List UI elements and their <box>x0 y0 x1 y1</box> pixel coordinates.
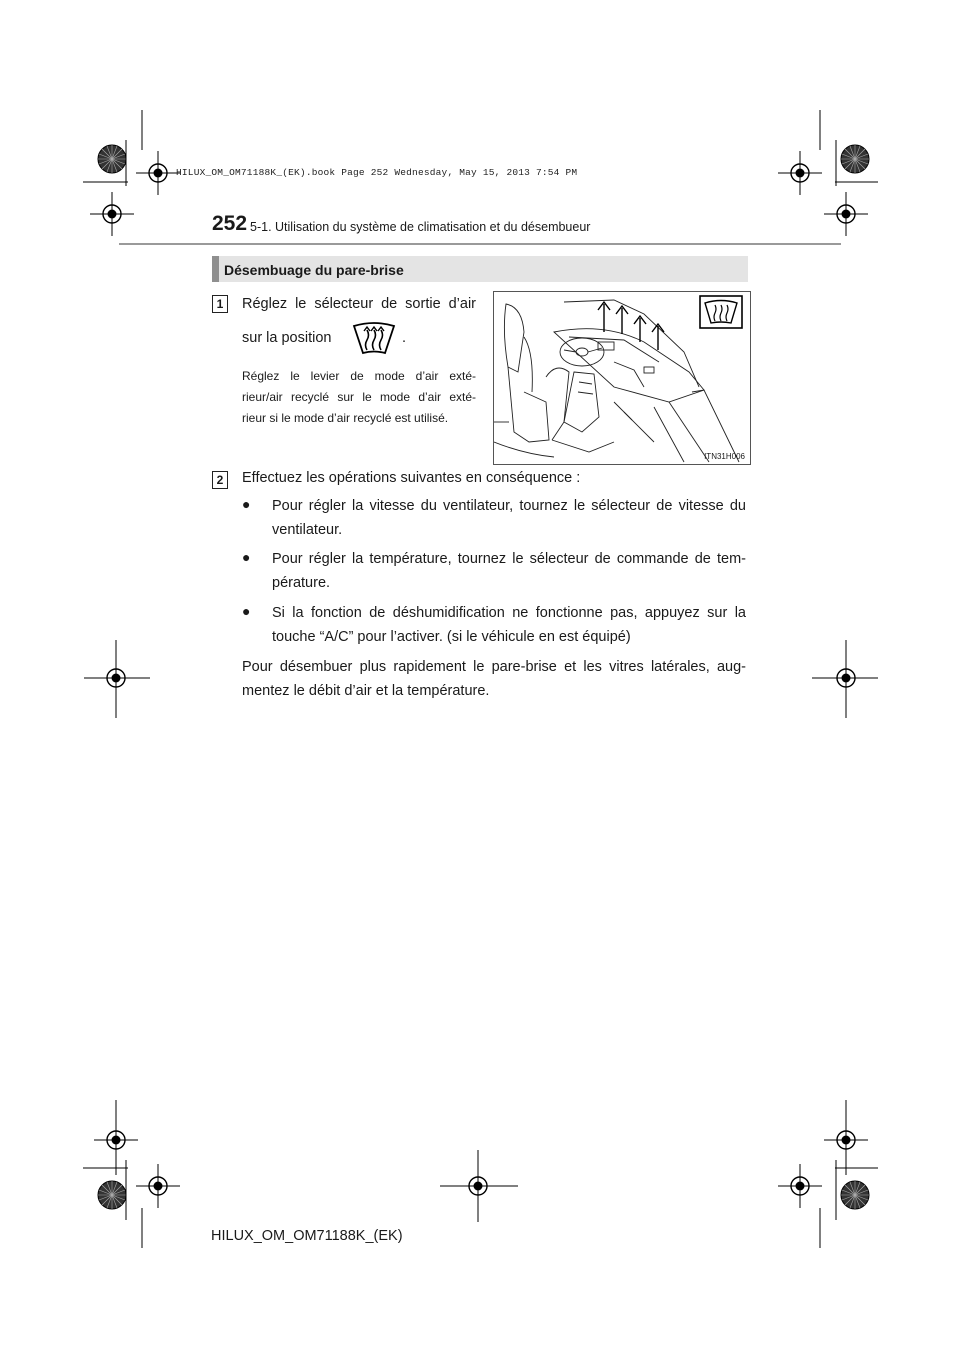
section-title: Désembuage du pare-brise <box>224 262 404 278</box>
footer-code: HILUX_OM_OM71188K_(EK) <box>211 1228 403 1244</box>
step1-note-line-2: rieur/air recyclé sur le mode d’air exté- <box>242 390 476 404</box>
bullet-icon: ● <box>242 496 251 512</box>
page-number: 252 <box>212 212 248 235</box>
step1-line2-before: sur la position <box>242 330 332 346</box>
step1-line1: Réglez le sélecteur de sortie d’air <box>242 296 476 312</box>
step-marker-2: 2 <box>212 471 228 489</box>
header-rule <box>119 243 841 245</box>
step2-intro: Effectuez les opérations suivantes en conséquence : <box>242 470 581 486</box>
step1-note-line-3: rieur si le mode d’air recyclé est utilisé. <box>242 411 449 425</box>
figure-caption: ITN31H006 <box>704 452 745 461</box>
running-head: 5-1. Utilisation du système de climatisation et du désembueur <box>250 220 591 234</box>
bullet-icon: ● <box>242 549 251 565</box>
closing-line-2: mentez le débit d’air et la température. <box>242 683 490 699</box>
bullet-2-line-1: Pour régler la température, tournez le sélecteur de commande de tem- <box>272 551 746 567</box>
step-marker-1: 1 <box>212 295 228 313</box>
bullet-1-line-1: Pour régler la vitesse du ventilateur, tournez le sélecteur de vitesse du <box>272 498 746 514</box>
step1-note-line-1: Réglez le levier de mode d’air exté- <box>242 369 476 383</box>
bullet-3-line-2: touche “A/C” pour l’activer. (si le véhicule en est équipé) <box>272 629 631 645</box>
car-interior-illustration <box>494 292 750 464</box>
windshield-defrost-icon <box>351 320 397 358</box>
dashboard-airflow-figure <box>493 291 751 465</box>
bullet-3-line-1: Si la fonction de déshumidification ne fonctionne pas, appuyez sur la <box>272 605 746 621</box>
bullet-1-line-2: ventilateur. <box>272 522 343 538</box>
book-info-line: HILUX_OM_OM71188K_(EK).book Page 252 Wednesday, May 15, 2013 7:54 PM <box>176 167 578 178</box>
closing-line-1: Pour désembuer plus rapidement le pare-brise et les vitres latérales, aug- <box>242 659 746 675</box>
step1-line2-after: . <box>402 330 407 346</box>
bullet-2-line-2: pérature. <box>272 575 331 591</box>
bullet-icon: ● <box>242 603 251 619</box>
